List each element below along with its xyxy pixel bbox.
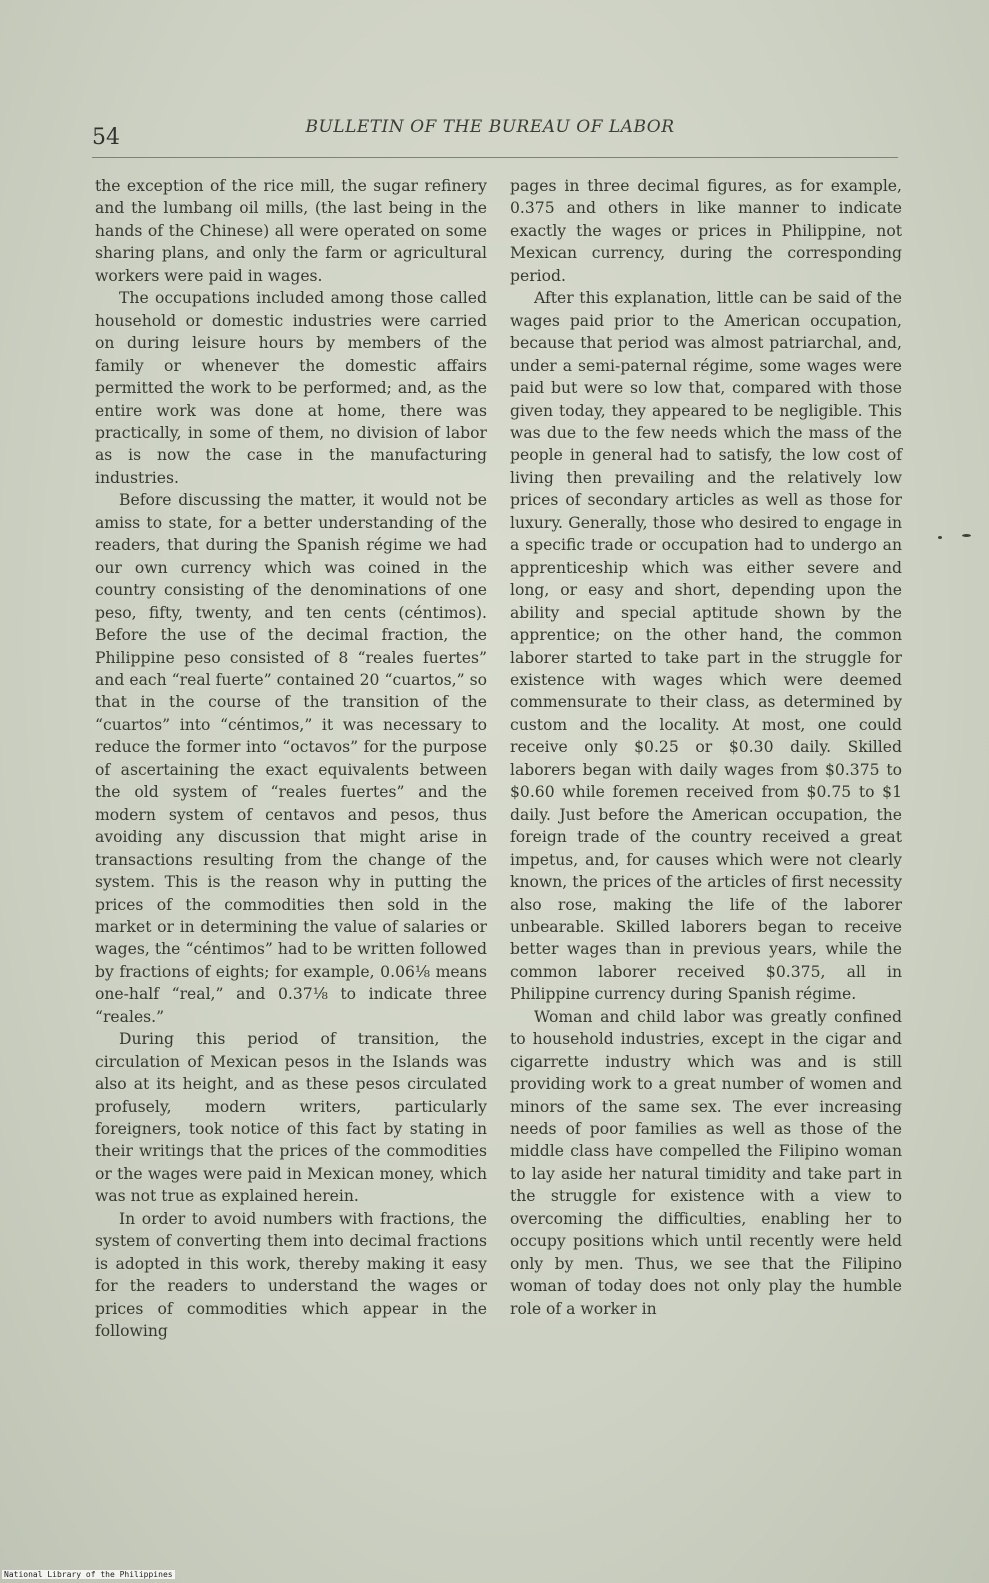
library-credit: National Library of the Philippines — [4, 1570, 173, 1579]
paragraph: The occupations included among those called household or domestic industries were carried on during leisure hours by members of the family or whenever the domestic affairs permitted the work to be performed; and, as the entire work was done at home, there was practically, in some of them, no division of labor as is now the case in the manufacturing industries. — [95, 289, 487, 487]
paragraph: the exception of the rice mill, the sugar refinery and the lumbang oil mills, (the last being in the hands of the Chinese) all were operated on some sharing plans, and only the farm or agricultural workers were paid in wages. — [95, 177, 487, 285]
header-rule — [92, 157, 898, 158]
right-column — [510, 175, 902, 1320]
paragraph: During this period of transition, the circulation of Mexican pesos in the Islands was also at its height, and as these pesos circulated profusely, modern writers, particularly foreigners, took notice of this fact by stating in their writings that the prices of the commodities or the wages were paid in Mexican money, which was not true as explained herein. — [95, 1030, 487, 1206]
scan-speck — [962, 534, 971, 537]
scan-speck — [938, 536, 942, 539]
paragraph: After this explanation, little can be said of the wages paid prior to the American occupation, because that period was almost patriarchal, and, under a semi-paternal régime, some wages were paid but were so low that, compared with those given today, they appeared to be negligible. This was due to the few needs which the mass of the people in general had to satisfy, the low cost of living then prevailing and the relatively low prices of secondary articles as well as those for luxury. Generally, those who desired to engage in a specific trade or occupation had to undergo an apprenticeship which was either severe and long, or easy and short, depending upon the ability and special aptitude shown by the apprentice; on the other hand, the common laborer started to take part in the struggle for existence with wages which were deemed commensurate to their class, as determined by custom and the locality. At most, one could receive only $0.25 or $0.30 daily. Skilled laborers began with daily wages from $0.375 to $0.60 while foremen received from $0.75 to $1 daily. Just before the American occupation, the foreign trade of the country received a great impetus, and, for causes which were not clearly known, the prices of the articles of first necessity also rose, making the life of the laborer unbearable. Skilled laborers began to receive better wages than in previous years, while the common laborer received $0.375, all in Philippine currency during Spanish régime. — [510, 289, 902, 1004]
page-number: 54 — [92, 125, 120, 150]
paragraph: Woman and child labor was greatly confined to household industries, except in the cigar and cigarrette industry which was and is still providing work to a great number of women and minors of the same sex. The ever increasing needs of poor families as well as those of the middle class have compelled the Filipino woman to lay aside her natural timidity and take part in the struggle for existence with a view to overcoming the difficulties, enabling her to occupy positions which until recently were held only by men. Thus, we see that the Filipino woman of today does not only play the humble role of a worker in — [510, 1007, 902, 1318]
paragraph: In order to avoid numbers with fractions, the system of converting them into decimal fractions is adopted in this work, thereby making it easy for the readers to understand the wages or prices of commodities which appear in the following — [95, 1209, 487, 1341]
running-title: BULLETIN OF THE BUREAU OF LABOR — [305, 117, 675, 137]
paragraph: pages in three decimal figures, as for example, 0.375 and others in like manner to indicate exactly the wages or prices in Philippine, not Mexican currency, during the corresponding period. — [510, 177, 902, 285]
left-column — [95, 175, 487, 1343]
paragraph: Before discussing the matter, it would not be amiss to state, for a better understanding of the readers, that during the Spanish régime we had our own currency which was coined in the country consisting of the denominations of one peso, fifty, twenty, and ten cents (céntimos). Before the use of the decimal fraction, the Philippine peso consisted of 8 “reales fuertes” and each “real fuerte” contained 20 “cuartos,” so that in the course of the transition of the “cuartos” into “céntimos,” it was necessary to reduce the former into “octavos” for the purpose of ascertaining the exact equivalents between the old system of “reales fuertes” and the modern system of centavos and pesos, thus avoiding any discussion that might arise in transactions resulting from the change of the system. This is the reason why in putting the prices of the commodities then sold in the market or in determining the value of salaries or wages, the “céntimos” had to be written followed by fractions of eights; for example, 0.06⅛ means one-half “real,” and 0.37⅛ to indicate three “reales.” — [95, 491, 487, 1026]
